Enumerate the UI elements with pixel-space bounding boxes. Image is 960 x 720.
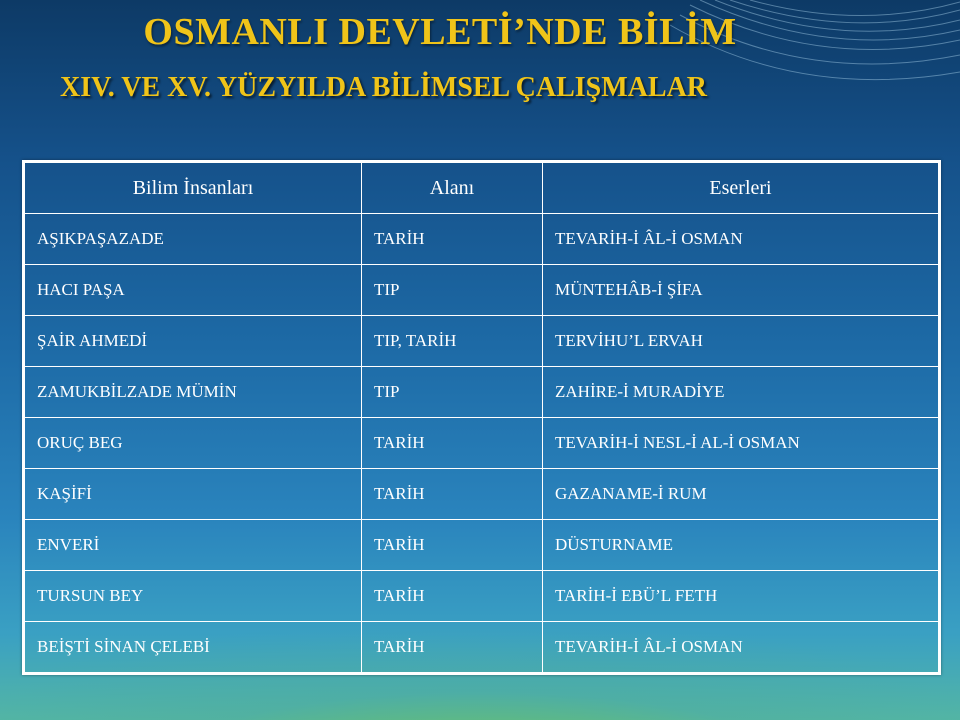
cell-works: TERVİHU’L ERVAH <box>543 316 940 367</box>
cell-works: DÜSTURNAME <box>543 520 940 571</box>
cell-field: TARİH <box>362 520 543 571</box>
table-row <box>24 316 940 367</box>
header-alani: Alanı <box>362 162 543 214</box>
cell-scientist: ORUÇ BEG <box>24 418 362 469</box>
cell-field: TARİH <box>362 469 543 520</box>
table-row <box>24 469 940 520</box>
table-row <box>24 622 940 674</box>
cell-works: TEVARİH-İ NESL-İ AL-İ OSMAN <box>543 418 940 469</box>
cell-field: TARİH <box>362 418 543 469</box>
cell-works: TEVARİH-İ ÂL-İ OSMAN <box>543 214 940 265</box>
cell-field: TIP, TARİH <box>362 316 543 367</box>
scientists-table-container <box>22 160 938 675</box>
table-row <box>24 214 940 265</box>
cell-works: MÜNTEHÂB-İ ŞİFA <box>543 265 940 316</box>
cell-works: TARİH-İ EBÜ’L FETH <box>543 571 940 622</box>
cell-scientist: ZAMUKBİLZADE MÜMİN <box>24 367 362 418</box>
cell-scientist: ŞAİR AHMEDİ <box>24 316 362 367</box>
table-row <box>24 367 940 418</box>
cell-field: TARİH <box>362 571 543 622</box>
cell-scientist: AŞIKPAŞAZADE <box>24 214 362 265</box>
header-bilim-insanlari: Bilim İnsanları <box>24 162 362 214</box>
cell-scientist: TURSUN BEY <box>24 571 362 622</box>
cell-scientist: HACI PAŞA <box>24 265 362 316</box>
table-header-row <box>24 162 940 214</box>
cell-scientist: ENVERİ <box>24 520 362 571</box>
table-row <box>24 265 940 316</box>
table-row <box>24 571 940 622</box>
table-row <box>24 520 940 571</box>
slide-title: OSMANLI DEVLETİ’NDE BİLİM <box>143 11 737 53</box>
cell-scientist: KAŞİFİ <box>24 469 362 520</box>
cell-field: TARİH <box>362 622 543 674</box>
scientists-table <box>22 160 941 675</box>
cell-field: TARİH <box>362 214 543 265</box>
cell-field: TIP <box>362 265 543 316</box>
cell-works: ZAHİRE-İ MURADİYE <box>543 367 940 418</box>
table-row <box>24 418 940 469</box>
cell-works: TEVARİH-İ ÂL-İ OSMAN <box>543 622 940 674</box>
cell-field: TIP <box>362 367 543 418</box>
cell-works: GAZANAME-İ RUM <box>543 469 940 520</box>
header-eserleri: Eserleri <box>543 162 940 214</box>
slide-subtitle: XIV. VE XV. YÜZYILDA BİLİMSEL ÇALIŞMALAR <box>60 72 708 103</box>
cell-scientist: BEİŞTİ SİNAN ÇELEBİ <box>24 622 362 674</box>
